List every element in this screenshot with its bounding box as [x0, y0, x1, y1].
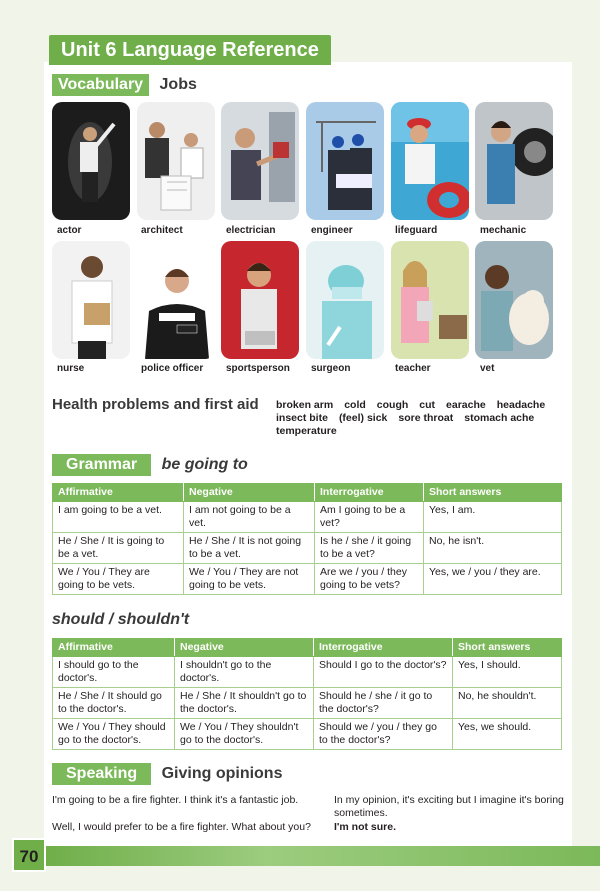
table-row: [53, 719, 562, 750]
grammar-heading: [52, 454, 248, 476]
job-label-police-officer: police officer: [141, 363, 204, 374]
actor-photo: [52, 102, 130, 220]
table-cell: No, he shouldn't.: [453, 688, 562, 719]
table-row: [53, 688, 562, 719]
job-label-teacher: teacher: [395, 363, 431, 374]
col-header: Negative: [175, 639, 314, 657]
job-label-vet: vet: [480, 363, 495, 374]
mechanic-photo: [475, 102, 553, 220]
architect-photo: [137, 102, 215, 220]
grammar-tag: Grammar: [52, 454, 151, 476]
speaking-title: Giving opinions: [161, 765, 283, 782]
health-word: broken arm: [276, 399, 334, 411]
table-row: [53, 502, 562, 533]
health-word: headache: [496, 399, 546, 411]
table-row: [53, 657, 562, 688]
table-cell: Yes, I should.: [453, 657, 562, 688]
health-word: cut: [419, 399, 436, 411]
table-cell: Is he / she / it going to be a vet?: [315, 533, 424, 564]
col-header: Short answers: [453, 639, 562, 657]
vocabulary-tag: Vocabulary: [52, 74, 149, 96]
lifeguard-photo: [391, 102, 469, 220]
job-label-engineer: engineer: [311, 225, 353, 236]
job-label-nurse: nurse: [57, 363, 85, 374]
table-cell: He / She / It shouldn't go to the doctor's.: [175, 688, 314, 719]
col-header: Interrogative: [315, 484, 424, 502]
nurse-photo: [52, 241, 130, 359]
speaking-line-1: I'm going to be a fire fighter. I think it's a fantastic job.: [52, 794, 299, 806]
table-cell: He / She / It is going to be a vet.: [53, 533, 184, 564]
table-row: [53, 564, 562, 595]
engineer-photo: [306, 102, 384, 220]
job-label-mechanic: mechanic: [480, 225, 527, 236]
vocabulary-heading: [52, 74, 197, 96]
health-word: sore throat: [398, 412, 454, 424]
health-word: cold: [344, 399, 366, 411]
table-cell: I am not going to be a vet.: [184, 502, 315, 533]
teacher-photo: [391, 241, 469, 359]
table-cell: He / She / It should go to the doctor's.: [53, 688, 175, 719]
grammar-title: be going to: [161, 456, 248, 473]
health-word-list: [276, 399, 566, 438]
table-row: [53, 533, 562, 564]
electrician-photo: [221, 102, 299, 220]
col-header: Interrogative: [314, 639, 453, 657]
vet-photo: [475, 241, 553, 359]
page-number: 70: [12, 838, 46, 872]
table-cell: I am going to be a vet.: [53, 502, 184, 533]
table-cell: Yes, I am.: [424, 502, 562, 533]
col-header: Negative: [184, 484, 315, 502]
footer-strip: [44, 846, 600, 866]
table-cell: I should go to the doctor's.: [53, 657, 175, 688]
surgeon-photo: [306, 241, 384, 359]
speaking-tag: Speaking: [52, 763, 151, 785]
table-cell: I shouldn't go to the doctor's.: [175, 657, 314, 688]
table-cell: Yes, we should.: [453, 719, 562, 750]
table-cell: Are we / you / they going to be vets?: [315, 564, 424, 595]
speaking-line-4: I'm not sure.: [334, 821, 397, 833]
sportsperson-photo: [221, 241, 299, 359]
health-word: cough: [376, 399, 409, 411]
speaking-line-3: In my opinion, it's exciting but I imagine it's boring sometimes.: [334, 794, 564, 819]
police-officer-photo: [137, 241, 215, 359]
should-table: [52, 638, 562, 750]
job-label-architect: architect: [141, 225, 183, 236]
table-cell: No, he isn't.: [424, 533, 562, 564]
col-header: Affirmative: [53, 639, 175, 657]
table-cell: Yes, we / you / they are.: [424, 564, 562, 595]
vocabulary-title: Jobs: [159, 76, 197, 93]
should-title: should / shouldn't: [52, 611, 190, 628]
col-header: Affirmative: [53, 484, 184, 502]
table-cell: We / You / They are not going to be vets.: [184, 564, 315, 595]
table-cell: Should I go to the doctor's?: [314, 657, 453, 688]
table-cell: Should he / she / it go to the doctor's?: [314, 688, 453, 719]
job-label-actor: actor: [57, 225, 82, 236]
be-going-to-table: [52, 483, 562, 595]
health-word: (feel) sick: [338, 412, 388, 424]
job-label-lifeguard: lifeguard: [395, 225, 438, 236]
job-label-surgeon: surgeon: [311, 363, 351, 374]
speaking-line-2: Well, I would prefer to be a fire fighter. What about you?: [52, 821, 311, 833]
speaking-heading: [52, 763, 282, 785]
col-header: Short answers: [424, 484, 562, 502]
table-cell: We / You / They are going to be vets.: [53, 564, 184, 595]
health-title: Health problems and first aid: [52, 396, 259, 413]
table-cell: We / You / They should go to the doctor's.: [53, 719, 175, 750]
health-word: earache: [446, 399, 486, 411]
job-label-electrician: electrician: [226, 225, 276, 236]
table-cell: Should we / you / they go to the doctor's?: [314, 719, 453, 750]
table-cell: Am I going to be a vet?: [315, 502, 424, 533]
unit-title: Unit 6 Language Reference: [49, 35, 331, 65]
table-cell: He / She / It is not going to be a vet.: [184, 533, 315, 564]
job-label-sportsperson: sportsperson: [226, 363, 290, 374]
table-cell: We / You / They shouldn't go to the doctor's.: [175, 719, 314, 750]
health-word: stomach ache: [464, 412, 535, 424]
health-word: temperature: [276, 425, 337, 437]
health-word: insect bite: [276, 412, 328, 424]
